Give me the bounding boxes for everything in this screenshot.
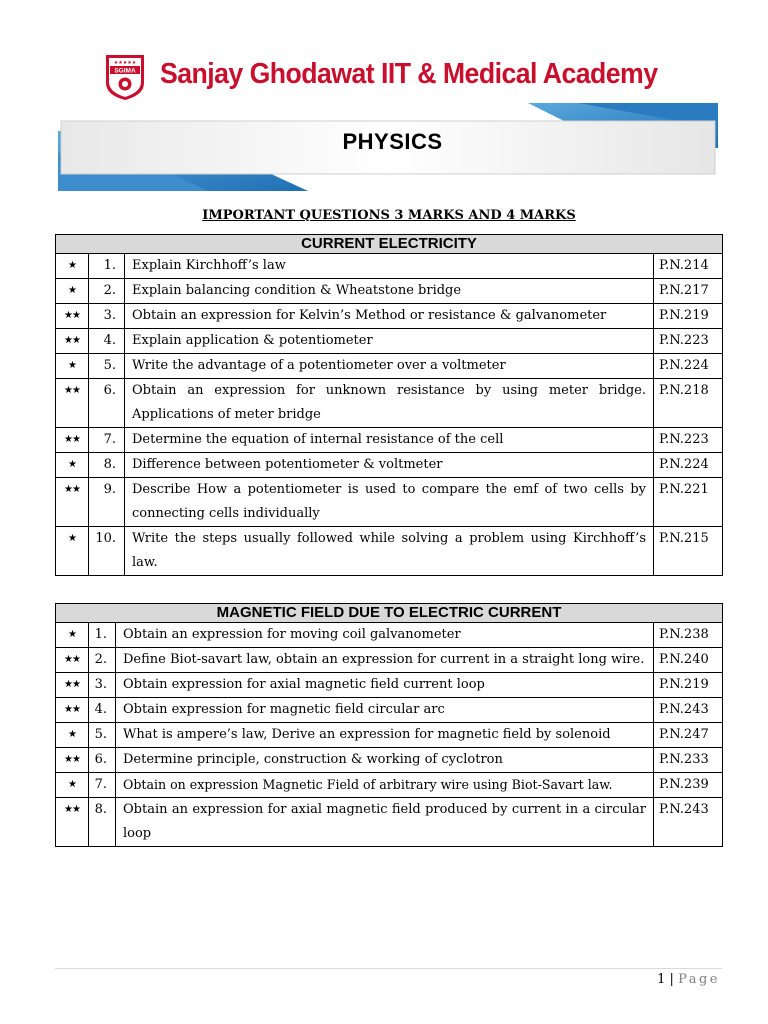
page-reference: P.N.224	[654, 453, 723, 478]
importance-stars: ★	[56, 354, 89, 379]
question-number: 7.	[89, 428, 125, 453]
question-number: 6.	[89, 748, 116, 773]
table-row	[56, 527, 723, 576]
question-text: Obtain an expression for moving coil galvanometer	[116, 623, 654, 648]
page-reference: P.N.243	[654, 798, 723, 847]
question-number: 10.	[89, 527, 125, 576]
table-row	[56, 254, 723, 279]
importance-stars: ★★	[56, 698, 89, 723]
table-row	[56, 648, 723, 673]
page-reference: P.N.223	[654, 428, 723, 453]
svg-text:★★★★★: ★★★★★	[113, 60, 137, 66]
footer-separator: |	[669, 972, 674, 987]
table-row	[56, 478, 723, 527]
academy-logo	[103, 53, 147, 101]
question-text: Determine principle, construction & working of cyclotron	[116, 748, 654, 773]
question-text: Obtain on expression Magnetic Field of arbitrary wire using Biot-Savart law.	[116, 773, 654, 798]
table-row	[56, 304, 723, 329]
table-row	[56, 379, 723, 428]
importance-stars: ★★	[56, 478, 89, 527]
importance-stars: ★★	[56, 428, 89, 453]
question-number: 1.	[89, 254, 125, 279]
importance-stars: ★	[56, 527, 89, 576]
page-reference: P.N.243	[654, 698, 723, 723]
document-heading: IMPORTANT QUESTIONS 3 MARKS AND 4 MARKS	[202, 208, 576, 223]
question-number: 6.	[89, 379, 125, 428]
page-reference: P.N.219	[654, 304, 723, 329]
footer-divider	[55, 968, 722, 969]
subject-title: PHYSICS	[342, 129, 443, 154]
table-row	[56, 748, 723, 773]
table-row	[56, 354, 723, 379]
question-number: 2.	[89, 648, 116, 673]
questions-table-current-electricity	[55, 234, 723, 576]
page-reference: P.N.215	[654, 527, 723, 576]
logo-text: SGIMA	[114, 67, 136, 75]
page-reference: P.N.214	[654, 254, 723, 279]
table-row	[56, 329, 723, 354]
importance-stars: ★	[56, 773, 89, 798]
question-number: 3.	[89, 304, 125, 329]
page-reference: P.N.233	[654, 748, 723, 773]
page-reference: P.N.224	[654, 354, 723, 379]
question-text: Write the steps usually followed while solving a problem using Kirchhoff’s law.	[125, 527, 654, 576]
page-reference: P.N.217	[654, 279, 723, 304]
table-row	[56, 428, 723, 453]
importance-stars: ★★	[56, 379, 89, 428]
question-number: 5.	[89, 354, 125, 379]
page-label: Page	[678, 972, 720, 987]
importance-stars: ★★	[56, 648, 89, 673]
question-text: Describe How a potentiometer is used to compare the emf of two cells by connecting cells individually	[125, 478, 654, 527]
page-number: 1	[657, 972, 666, 987]
question-text: Explain Kirchhoff’s law	[125, 254, 654, 279]
importance-stars: ★★	[56, 798, 89, 847]
question-text: Obtain expression for magnetic field circular arc	[116, 698, 654, 723]
question-text: Explain application & potentiometer	[125, 329, 654, 354]
importance-stars: ★★	[56, 673, 89, 698]
question-number: 4.	[89, 329, 125, 354]
section-title: CURRENT ELECTRICITY	[56, 235, 723, 254]
questions-table-magnetic-field	[55, 603, 723, 847]
question-text: Difference between potentiometer & voltmeter	[125, 453, 654, 478]
page-reference: P.N.239	[654, 773, 723, 798]
question-text: Explain balancing condition & Wheatstone bridge	[125, 279, 654, 304]
table-row	[56, 773, 723, 798]
importance-stars: ★★	[56, 748, 89, 773]
importance-stars: ★	[56, 279, 89, 304]
table-row	[56, 623, 723, 648]
question-text: Determine the equation of internal resistance of the cell	[125, 428, 654, 453]
table-row	[56, 279, 723, 304]
question-text: Obtain an expression for Kelvin’s Method or resistance & galvanometer	[125, 304, 654, 329]
page-reference: P.N.219	[654, 673, 723, 698]
question-number: 3.	[89, 673, 116, 698]
importance-stars: ★	[56, 623, 89, 648]
importance-stars: ★★	[56, 304, 89, 329]
question-number: 8.	[89, 453, 125, 478]
question-number: 1.	[89, 623, 116, 648]
importance-stars: ★	[56, 453, 89, 478]
question-text: Write the advantage of a potentiometer over a voltmeter	[125, 354, 654, 379]
question-text: What is ampere’s law, Derive an expression for magnetic field by solenoid	[116, 723, 654, 748]
table-row	[56, 723, 723, 748]
page-reference: P.N.223	[654, 329, 723, 354]
page-reference: P.N.221	[654, 478, 723, 527]
table-row	[56, 453, 723, 478]
page-reference: P.N.240	[654, 648, 723, 673]
table-row	[56, 798, 723, 847]
question-number: 5.	[89, 723, 116, 748]
question-number: 9.	[89, 478, 125, 527]
table-row	[56, 673, 723, 698]
academy-title: Sanjay Ghodawat IIT & Medical Academy	[160, 58, 658, 90]
question-text: Obtain expression for axial magnetic field current loop	[116, 673, 654, 698]
question-text: Obtain an expression for unknown resistance by using meter bridge. Applications of meter bridge	[125, 379, 654, 428]
question-text: Obtain an expression for axial magnetic field produced by current in a circular loop	[116, 798, 654, 847]
question-number: 2.	[89, 279, 125, 304]
question-number: 4.	[89, 698, 116, 723]
page-reference: P.N.238	[654, 623, 723, 648]
table-row	[56, 698, 723, 723]
page-footer	[657, 972, 720, 987]
question-text: Define Biot-savart law, obtain an expression for current in a straight long wire.	[116, 648, 654, 673]
question-number: 8.	[89, 798, 116, 847]
importance-stars: ★	[56, 723, 89, 748]
question-number: 7.	[89, 773, 116, 798]
page-reference: P.N.218	[654, 379, 723, 428]
importance-stars: ★★	[56, 329, 89, 354]
importance-stars: ★	[56, 254, 89, 279]
section-title: MAGNETIC FIELD DUE TO ELECTRIC CURRENT	[56, 604, 723, 623]
page-reference: P.N.247	[654, 723, 723, 748]
